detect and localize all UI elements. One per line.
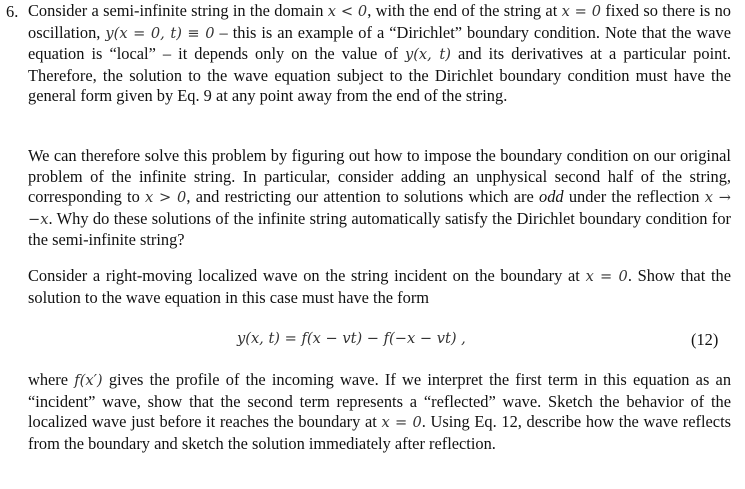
problem-number: 6. — [6, 2, 19, 21]
text-run: . Why do these solutions of the infinite string automatically satisfy the Dirichlet boundary condition for the semi-infinite string? — [28, 208, 731, 250]
text-run: – this is an example of a “Dirichlet” boundary condition. Note that the wave equation is “local” – it depends only on the value of — [28, 22, 731, 64]
equation-12 — [0, 330, 745, 352]
text-run: Consider a right-moving localized wave on the string incident on the boundary at — [28, 266, 586, 285]
paragraph-3 — [28, 266, 731, 308]
math-inline: y(x, t) — [404, 46, 451, 64]
math-inline: x = 0 — [585, 268, 628, 285]
math-inline: x > 0 — [145, 189, 187, 207]
text-run: We can therefore solve this problem by figuring out how to impose the boundary condition on our original problem of the infinite string. In particular, consider adding an unphysical second half of the string, corresponding to — [28, 146, 731, 207]
math-inline: x = 0 — [561, 3, 602, 20]
text-run: . Show that the solution to the wave equation in this case must have the form — [28, 266, 731, 307]
paragraph-4 — [28, 370, 731, 454]
text-run: fixed so there is no oscillation, — [28, 1, 732, 42]
text-run: , with the end of the string at — [367, 1, 562, 20]
text-run: under the reflection — [563, 187, 705, 207]
text-run: gives the profile of the incoming wave. If we interpret the first term in this equation as an “incident” wave, show that the second term represents a “reflected” wave. Sketch the behavior of the localized wave just before it reaches the boundary at — [28, 370, 732, 432]
equation-number: (12) — [691, 330, 719, 349]
math-inline: x → −x — [28, 189, 731, 228]
math-inline: f(x′) — [74, 372, 103, 389]
math-inline: x = 0 — [381, 414, 422, 432]
text-run: , and restricting our attention to solutions which are — [186, 187, 540, 207]
paragraph-1 — [28, 1, 731, 107]
equation-expression: y(x, t) = f(x − vt) − f(−x − vt) , — [237, 330, 466, 347]
text-run: . Using Eq. 12, describe how the wave reflects from the boundary and sketch the solution immediately after reflection. — [28, 412, 731, 453]
text-run: and its derivatives at a particular point. Therefore, the solution to the wave equation subject to the Dirichlet boundary condition must have the general form given by Eq. 9 at any point away from the end of the string. — [28, 44, 731, 106]
math-inline: y(x = 0, t) ≡ 0 — [105, 24, 215, 42]
math-inline: x < 0 — [327, 3, 368, 20]
paragraph-2 — [28, 146, 731, 251]
text-run: where — [28, 370, 75, 389]
text-run: Consider a semi-infinite string in the domain — [28, 1, 328, 20]
emphasis-text: odd — [539, 187, 564, 207]
